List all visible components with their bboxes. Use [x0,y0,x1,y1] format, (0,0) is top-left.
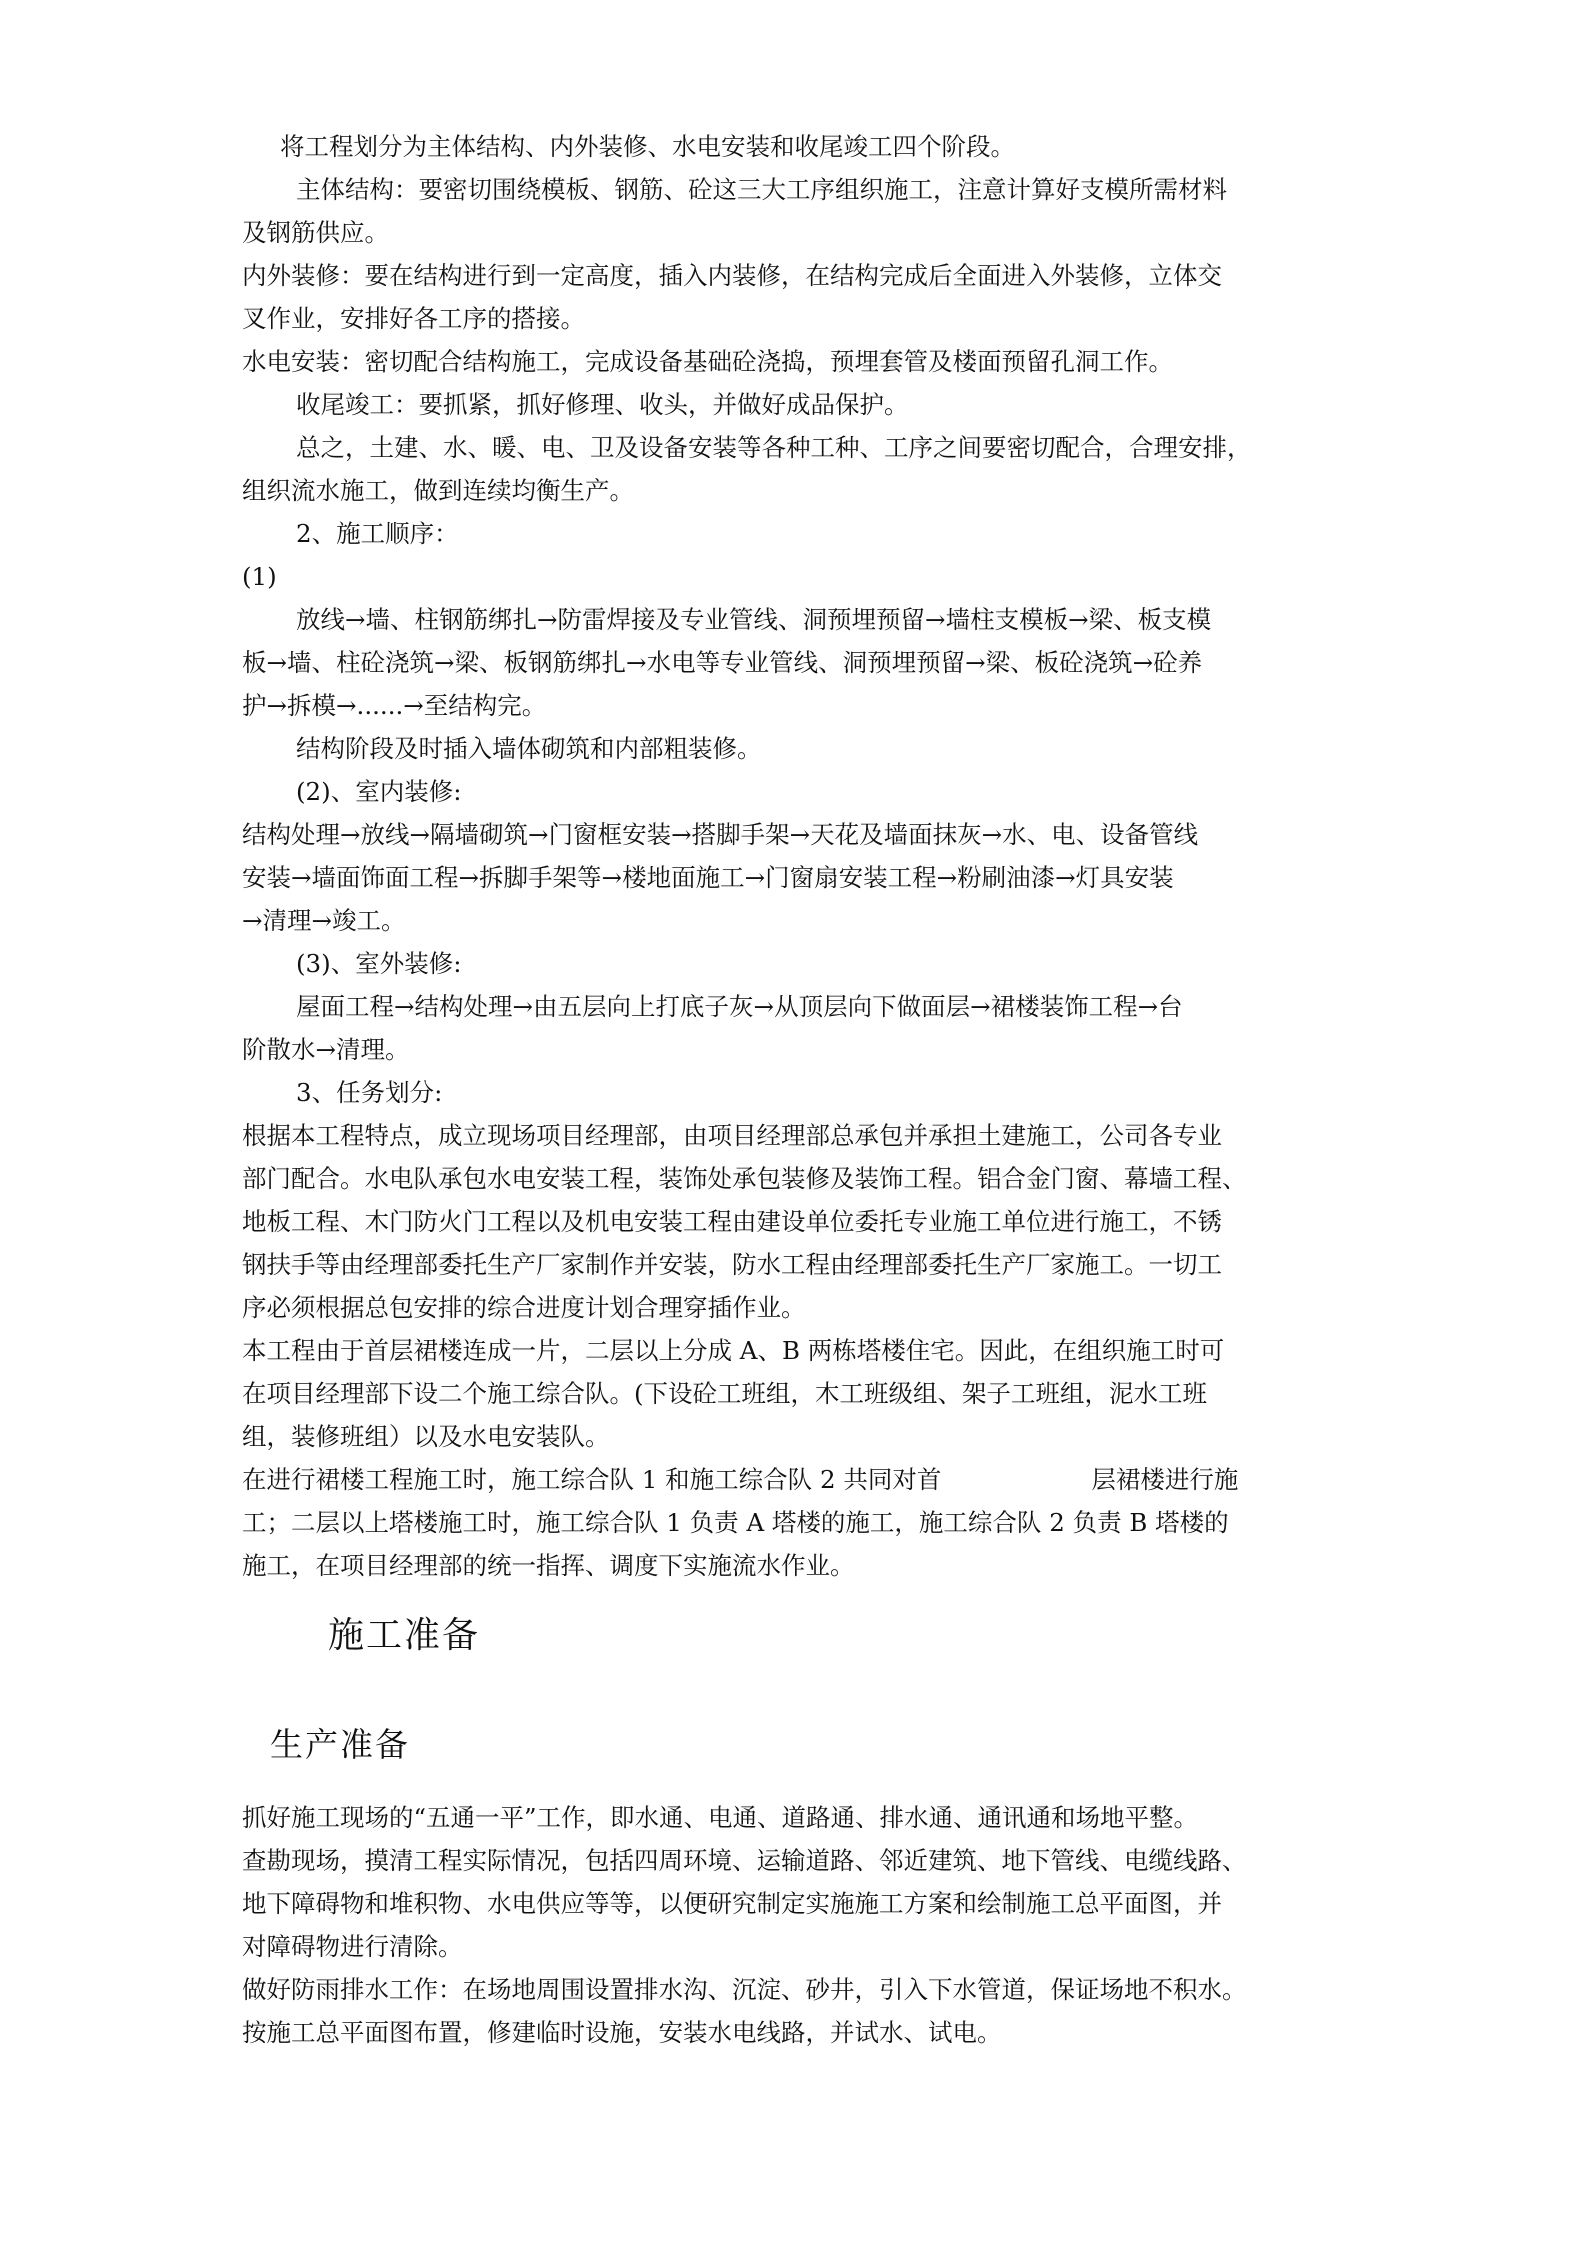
paragraph-line: 按施工总平面图布置，修建临时设施，安装水电线路，并试水、试电。 [242,2018,1002,2047]
paragraph-line: 查勘现场，摸清工程实际情况，包括四周环境、运输道路、邻近建筑、地下管线、电缆线路、 [242,1846,1247,1875]
paragraph-line: 护→拆模→......→至结构完。 [242,691,547,720]
body-text [242,125,1362,1587]
paragraph-line: 地下障碍物和堆积物、水电供应等等，以便研究制定实施施工方案和绘制施工总平面图，并 [242,1889,1222,1918]
paragraph-fragment: 层裙楼进行施 [1091,1465,1239,1494]
section-label: (1) [242,562,277,591]
section-label: 2、施工顺序： [296,519,459,548]
section-label: 3、任务划分: [296,1078,443,1107]
paragraph-line: 钢扶手等由经理部委托生产厂家制作并安装，防水工程由经理部委托生产厂家施工。一切工 [242,1250,1222,1279]
paragraph-line: 结构阶段及时插入墙体砌筑和内部粗装修。 [296,734,762,763]
paragraph-line: 收尾竣工：要抓紧，抓好修理、收头，并做好成品保护。 [296,390,909,419]
section-heading: 施工准备 [328,1615,481,1656]
paragraph-line: 部门配合。水电队承包水电安装工程，装饰处承包装修及装饰工程。铝合金门窗、幕墙工程、 [242,1164,1247,1193]
paragraph-line: 及钢筋供应。 [242,218,389,247]
paragraph-line: 结构处理→放线→隔墙砌筑→门窗框安装→搭脚手架→天花及墙面抹灰→水、电、设备管线 [242,820,1199,849]
paragraph-line: →清理→竣工。 [242,906,406,935]
paragraph-line: 组织流水施工，做到连续均衡生产。 [242,476,634,505]
paragraph-line: 内外装修：要在结构进行到一定高度，插入内装修，在结构完成后全面进入外装修，立体交 [242,261,1222,290]
paragraph-line: 抓好施工现场的“五通一平”工作，即水通、电通、道路通、排水通、通讯通和场地平整。 [242,1803,1199,1832]
paragraph-line: 工；二层以上塔楼施工时，施工综合队 1 负责 A 塔楼的施工，施工综合队 2 负责 B 塔楼的 [242,1508,1229,1537]
paragraph-line: 安装→墙面饰面工程→拆脚手架等→楼地面施工→门窗扇安装工程→粉刷油漆→灯具安装 [242,863,1174,892]
paragraph-line: 在项目经理部下设二个施工综合队。(下设砼工班组，木工班级组、架子工班组，泥水工班 [242,1379,1208,1408]
paragraph-line: 序必须根据总包安排的综合进度计划合理穿插作业。 [242,1293,806,1322]
section-label: (2)、室内装修: [296,777,462,806]
preparation-text [242,1796,1362,2054]
paragraph-line: 将工程划分为主体结构、内外装修、水电安装和收尾竣工四个阶段。 [280,132,1015,161]
paragraph-line: 水电安装：密切配合结构施工，完成设备基础砼浇捣，预埋套管及楼面预留孔洞工作。 [242,347,1173,376]
paragraph-line: 屋面工程→结构处理→由五层向上打底子灰→从顶层向下做面层→裙楼装饰工程→台 [296,992,1183,1021]
paragraph-line: 总之，土建、水、暖、电、卫及设备安装等各种工种、工序之间要密切配合，合理安排， [296,433,1252,462]
paragraph-line: 主体结构：要密切围绕模板、钢筋、砼这三大工序组织施工，注意计算好支模所需材料 [296,175,1227,204]
paragraph-line: 阶散水→清理。 [242,1035,410,1064]
paragraph-line: 施工，在项目经理部的统一指挥、调度下实施流水作业。 [242,1551,855,1580]
paragraph-line: 本工程由于首层裙楼连成一片，二层以上分成 A、B 两栋塔楼住宅。因此，在组织施工时可 [242,1336,1225,1365]
paragraph-line: 板→墙、柱砼浇筑→梁、板钢筋绑扎→水电等专业管线、洞预埋预留→梁、板砼浇筑→砼养 [242,648,1203,677]
subsection-heading: 生产准备 [270,1725,410,1764]
paragraph-line: 组，装修班组）以及水电安装队。 [242,1422,610,1451]
paragraph-line: 放线→墙、柱钢筋绑扎→防雷焊接及专业管线、洞预埋预留→墙柱支模板→梁、板支模 [296,605,1212,634]
paragraph-line [242,1458,1362,1501]
paragraph-line: 地板工程、木门防火门工程以及机电安装工程由建设单位委托专业施工单位进行施工，不锈 [242,1207,1222,1236]
section-label: (3)、室外装修: [296,949,462,978]
paragraph-line: 叉作业，安排好各工序的搭接。 [242,304,585,333]
paragraph-line: 做好防雨排水工作：在场地周围设置排水沟、沉淀、砂井，引入下水管道，保证场地不积水。 [242,1975,1247,2004]
paragraph-line: 对障碍物进行清除。 [242,1932,463,1961]
paragraph-line: 根据本工程特点，成立现场项目经理部，由项目经理部总承包并承担土建施工，公司各专业 [242,1121,1222,1150]
paragraph-fragment: 在进行裙楼工程施工时，施工综合队 1 和施工综合队 2 共同对首 [242,1465,942,1494]
